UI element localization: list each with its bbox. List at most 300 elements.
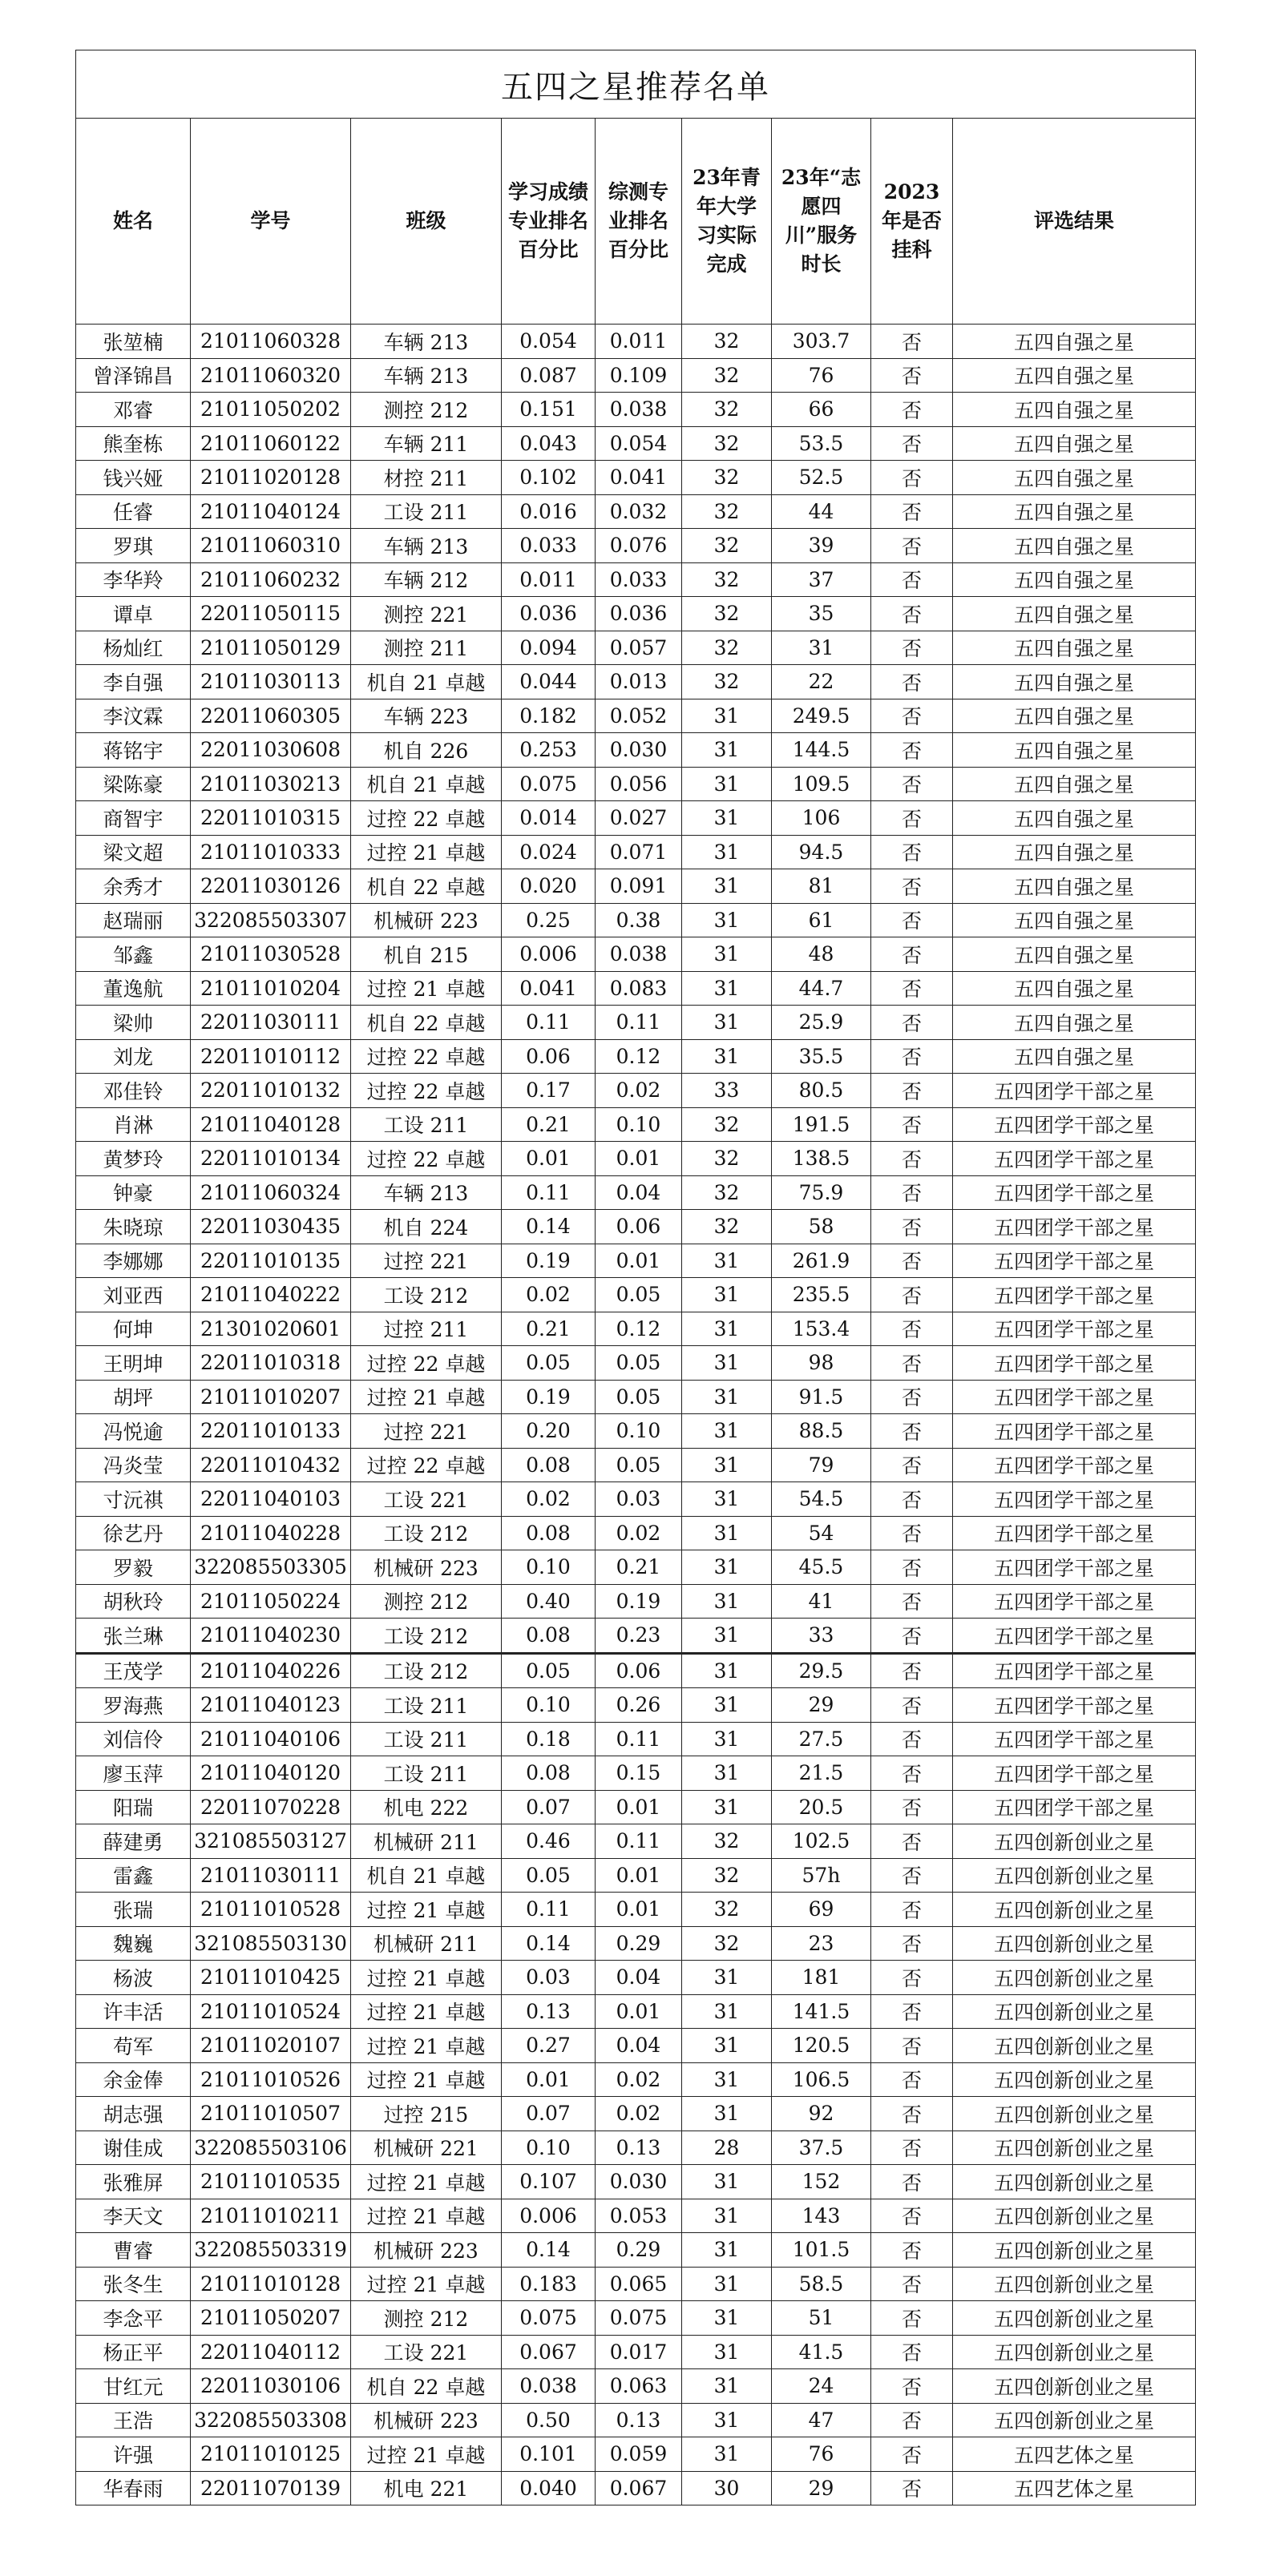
cell-student-id: 21011010507 [191,2097,351,2131]
cell-comprehensive-rank: 0.01 [596,1858,682,1893]
cell-comprehensive-rank: 0.067 [596,2471,682,2505]
cell-name: 杨正平 [76,2335,191,2369]
cell-failed-course: 否 [871,1584,953,1619]
cell-volunteer-hours: 54.5 [772,1482,871,1517]
cell-volunteer-hours: 58 [772,1210,871,1244]
cell-failed-course: 否 [871,1107,953,1142]
cell-name: 张兰琳 [76,1619,191,1654]
cell-volunteer-hours: 54 [772,1516,871,1550]
cell-academic-rank: 0.044 [502,665,596,699]
cell-result: 五四团学干部之星 [953,1550,1196,1585]
cell-result: 五四团学干部之星 [953,1278,1196,1312]
table-row [76,393,1196,427]
cell-comprehensive-rank: 0.38 [596,903,682,937]
cell-academic-rank: 0.08 [502,1516,596,1550]
cell-comprehensive-rank: 0.076 [596,529,682,563]
cell-result: 五四团学干部之星 [953,1346,1196,1381]
cell-result: 五四团学干部之星 [953,1790,1196,1824]
table-row [76,937,1196,972]
cell-volunteer-hours: 35 [772,597,871,631]
cell-student-id: 21011060324 [191,1175,351,1210]
cell-comprehensive-rank: 0.075 [596,2301,682,2336]
cell-failed-course: 否 [871,597,953,631]
cell-name: 李华羚 [76,562,191,597]
cell-result: 五四自强之星 [953,903,1196,937]
table-row [76,2267,1196,2301]
cell-failed-course: 否 [871,2335,953,2369]
cell-volunteer-hours: 61 [772,903,871,937]
cell-class: 过控 221 [351,1244,502,1278]
cell-academic-rank: 0.07 [502,1790,596,1824]
cell-academic-rank: 0.041 [502,971,596,1006]
cell-volunteer-hours: 41 [772,1584,871,1619]
table-row [76,426,1196,461]
cell-volunteer-hours: 235.5 [772,1278,871,1312]
cell-academic-rank: 0.01 [502,2062,596,2097]
cell-comprehensive-rank: 0.29 [596,1926,682,1961]
cell-failed-course: 否 [871,1346,953,1381]
cell-academic-rank: 0.05 [502,1346,596,1381]
cell-youth-study: 31 [682,1790,772,1824]
cell-academic-rank: 0.18 [502,1722,596,1756]
cell-academic-rank: 0.07 [502,2097,596,2131]
cell-student-id: 22011030111 [191,1006,351,1040]
cell-youth-study: 32 [682,358,772,393]
cell-academic-rank: 0.075 [502,2301,596,2336]
cell-comprehensive-rank: 0.21 [596,1550,682,1585]
cell-student-id: 21011040222 [191,1278,351,1312]
cell-result: 五四团学干部之星 [953,1756,1196,1791]
cell-result: 五四自强之星 [953,597,1196,631]
cell-student-id: 21011060310 [191,529,351,563]
table-row [76,1039,1196,1074]
cell-youth-study: 31 [682,1688,772,1723]
cell-academic-rank: 0.14 [502,1926,596,1961]
cell-failed-course: 否 [871,2097,953,2131]
cell-class: 过控 21 卓越 [351,835,502,869]
cell-class: 机自 226 [351,733,502,768]
cell-comprehensive-rank: 0.10 [596,1107,682,1142]
cell-failed-course: 否 [871,2471,953,2505]
cell-youth-study: 28 [682,2131,772,2165]
cell-class: 过控 21 卓越 [351,1893,502,1927]
cell-comprehensive-rank: 0.041 [596,461,682,495]
cell-name: 胡志强 [76,2097,191,2131]
cell-youth-study: 31 [682,733,772,768]
cell-failed-course: 否 [871,1653,953,1688]
table-row [76,2471,1196,2505]
cell-result: 五四创新创业之星 [953,2062,1196,2097]
cell-comprehensive-rank: 0.04 [596,1961,682,1995]
cell-youth-study: 31 [682,937,772,972]
table-row [76,2097,1196,2131]
cell-comprehensive-rank: 0.059 [596,2437,682,2472]
table-row [76,2335,1196,2369]
cell-result: 五四自强之星 [953,562,1196,597]
table-row [76,1722,1196,1756]
table-row [76,1961,1196,1995]
header-student-id: 学号 [191,119,351,325]
cell-youth-study: 31 [682,1756,772,1791]
cell-student-id: 21011010535 [191,2165,351,2199]
cell-failed-course: 否 [871,801,953,836]
table-row [76,1142,1196,1176]
table-row [76,358,1196,393]
cell-failed-course: 否 [871,1858,953,1893]
cell-failed-course: 否 [871,1312,953,1346]
cell-comprehensive-rank: 0.01 [596,1994,682,2029]
cell-academic-rank: 0.11 [502,1175,596,1210]
cell-class: 过控 21 卓越 [351,2029,502,2063]
cell-comprehensive-rank: 0.23 [596,1619,682,1654]
table-row [76,1653,1196,1688]
cell-failed-course: 否 [871,1722,953,1756]
cell-comprehensive-rank: 0.05 [596,1380,682,1414]
cell-volunteer-hours: 47 [772,2403,871,2437]
cell-result: 五四团学干部之星 [953,1482,1196,1517]
cell-result: 五四创新创业之星 [953,2369,1196,2404]
cell-academic-rank: 0.05 [502,1653,596,1688]
cell-result: 五四自强之星 [953,393,1196,427]
cell-youth-study: 32 [682,461,772,495]
cell-volunteer-hours: 80.5 [772,1074,871,1108]
cell-result: 五四创新创业之星 [953,2131,1196,2165]
cell-comprehensive-rank: 0.054 [596,426,682,461]
cell-name: 张雅屏 [76,2165,191,2199]
cell-youth-study: 31 [682,1994,772,2029]
cell-class: 车辆 213 [351,529,502,563]
cell-result: 五四团学干部之星 [953,1688,1196,1723]
table-row [76,2199,1196,2233]
cell-student-id: 21011010333 [191,835,351,869]
cell-student-id: 21011040230 [191,1619,351,1654]
cell-failed-course: 否 [871,2233,953,2268]
table-row [76,1312,1196,1346]
cell-class: 工设 221 [351,2335,502,2369]
cell-comprehensive-rank: 0.071 [596,835,682,869]
cell-name: 廖玉萍 [76,1756,191,1791]
cell-academic-rank: 0.043 [502,426,596,461]
cell-class: 机电 221 [351,2471,502,2505]
cell-failed-course: 否 [871,2403,953,2437]
cell-class: 工设 211 [351,494,502,529]
cell-volunteer-hours: 25.9 [772,1006,871,1040]
cell-name: 刘信伶 [76,1722,191,1756]
cell-youth-study: 33 [682,1074,772,1108]
cell-volunteer-hours: 98 [772,1346,871,1381]
cell-name: 熊奎栋 [76,426,191,461]
cell-youth-study: 31 [682,2062,772,2097]
cell-class: 工设 212 [351,1278,502,1312]
cell-result: 五四团学干部之星 [953,1619,1196,1654]
cell-volunteer-hours: 44.7 [772,971,871,1006]
cell-class: 过控 221 [351,1414,502,1449]
cell-student-id: 22011010133 [191,1414,351,1449]
cell-result: 五四团学干部之星 [953,1380,1196,1414]
cell-name: 李汶霖 [76,699,191,733]
cell-student-id: 322085503106 [191,2131,351,2165]
cell-failed-course: 否 [871,494,953,529]
cell-result: 五四自强之星 [953,767,1196,801]
cell-youth-study: 31 [682,1006,772,1040]
cell-result: 五四创新创业之星 [953,1994,1196,2029]
cell-youth-study: 31 [682,1961,772,1995]
cell-youth-study: 31 [682,971,772,1006]
cell-result: 五四自强之星 [953,1006,1196,1040]
cell-student-id: 321085503127 [191,1824,351,1859]
cell-name: 华春雨 [76,2471,191,2505]
cell-name: 梁帅 [76,1006,191,1040]
cell-youth-study: 31 [682,2233,772,2268]
cell-failed-course: 否 [871,1448,953,1482]
cell-name: 胡秋玲 [76,1584,191,1619]
cell-class: 过控 21 卓越 [351,2199,502,2233]
cell-volunteer-hours: 66 [772,393,871,427]
cell-academic-rank: 0.02 [502,1482,596,1517]
cell-name: 曾泽锦昌 [76,358,191,393]
cell-academic-rank: 0.151 [502,393,596,427]
cell-student-id: 22011030435 [191,1210,351,1244]
cell-comprehensive-rank: 0.083 [596,971,682,1006]
cell-comprehensive-rank: 0.057 [596,631,682,665]
cell-youth-study: 32 [682,1175,772,1210]
cell-youth-study: 31 [682,2437,772,2472]
cell-comprehensive-rank: 0.053 [596,2199,682,2233]
cell-result: 五四自强之星 [953,1039,1196,1074]
cell-academic-rank: 0.067 [502,2335,596,2369]
cell-class: 材控 211 [351,461,502,495]
cell-academic-rank: 0.13 [502,1994,596,2029]
cell-academic-rank: 0.08 [502,1448,596,1482]
cell-student-id: 21011010128 [191,2267,351,2301]
cell-academic-rank: 0.182 [502,699,596,733]
cell-comprehensive-rank: 0.12 [596,1312,682,1346]
cell-name: 李娜娜 [76,1244,191,1278]
cell-class: 机自 224 [351,1210,502,1244]
cell-student-id: 21011050129 [191,631,351,665]
cell-comprehensive-rank: 0.01 [596,1244,682,1278]
cell-academic-rank: 0.01 [502,1142,596,1176]
cell-volunteer-hours: 69 [772,1893,871,1927]
cell-youth-study: 30 [682,2471,772,2505]
cell-youth-study: 31 [682,1619,772,1654]
cell-name: 冯炎莹 [76,1448,191,1482]
cell-student-id: 21011060232 [191,562,351,597]
table-row [76,903,1196,937]
cell-comprehensive-rank: 0.03 [596,1482,682,1517]
cell-class: 机械研 221 [351,2131,502,2165]
cell-comprehensive-rank: 0.02 [596,2062,682,2097]
cell-volunteer-hours: 39 [772,529,871,563]
cell-volunteer-hours: 35.5 [772,1039,871,1074]
cell-result: 五四艺体之星 [953,2471,1196,2505]
cell-result: 五四艺体之星 [953,2437,1196,2472]
cell-name: 杨波 [76,1961,191,1995]
cell-failed-course: 否 [871,1961,953,1995]
cell-class: 工设 221 [351,1482,502,1517]
cell-volunteer-hours: 48 [772,937,871,972]
cell-volunteer-hours: 141.5 [772,1994,871,2029]
table-row [76,461,1196,495]
cell-volunteer-hours: 106.5 [772,2062,871,2097]
cell-class: 过控 215 [351,2097,502,2131]
cell-class: 机械研 211 [351,1824,502,1859]
table-row [76,1006,1196,1040]
cell-student-id: 22011030106 [191,2369,351,2404]
cell-class: 过控 21 卓越 [351,2437,502,2472]
cell-student-id: 21301020601 [191,1312,351,1346]
cell-student-id: 21011010211 [191,2199,351,2233]
cell-volunteer-hours: 138.5 [772,1142,871,1176]
cell-academic-rank: 0.21 [502,1312,596,1346]
cell-academic-rank: 0.10 [502,1550,596,1585]
cell-class: 过控 22 卓越 [351,1074,502,1108]
cell-academic-rank: 0.50 [502,2403,596,2437]
cell-volunteer-hours: 191.5 [772,1107,871,1142]
table-row [76,1994,1196,2029]
cell-failed-course: 否 [871,665,953,699]
cell-academic-rank: 0.075 [502,767,596,801]
cell-youth-study: 32 [682,494,772,529]
table-row [76,971,1196,1006]
cell-failed-course: 否 [871,1688,953,1723]
table-row [76,597,1196,631]
cell-result: 五四自强之星 [953,494,1196,529]
cell-academic-rank: 0.46 [502,1824,596,1859]
cell-student-id: 321085503130 [191,1926,351,1961]
cell-name: 冯悦逾 [76,1414,191,1449]
cell-result: 五四自强之星 [953,869,1196,904]
cell-failed-course: 否 [871,1482,953,1517]
cell-failed-course: 否 [871,1516,953,1550]
cell-student-id: 22011010132 [191,1074,351,1108]
cell-failed-course: 否 [871,426,953,461]
cell-volunteer-hours: 51 [772,2301,871,2336]
cell-failed-course: 否 [871,1994,953,2029]
cell-result: 五四团学干部之星 [953,1175,1196,1210]
cell-failed-course: 否 [871,2029,953,2063]
cell-name: 杨灿红 [76,631,191,665]
cell-class: 机械研 223 [351,1550,502,1585]
cell-name: 王茂学 [76,1653,191,1688]
cell-result: 五四创新创业之星 [953,2403,1196,2437]
cell-student-id: 322085503307 [191,903,351,937]
cell-volunteer-hours: 120.5 [772,2029,871,2063]
cell-academic-rank: 0.014 [502,801,596,836]
cell-academic-rank: 0.40 [502,1584,596,1619]
cell-youth-study: 32 [682,1210,772,1244]
table-row [76,2131,1196,2165]
cell-name: 寸沅祺 [76,1482,191,1517]
cell-result: 五四自强之星 [953,325,1196,359]
cell-academic-rank: 0.10 [502,1688,596,1723]
cell-academic-rank: 0.20 [502,1414,596,1449]
cell-name: 罗海燕 [76,1688,191,1723]
cell-comprehensive-rank: 0.027 [596,801,682,836]
table-title: 五四之星推荐名单 [76,50,1196,119]
cell-class: 车辆 212 [351,562,502,597]
cell-volunteer-hours: 92 [772,2097,871,2131]
table-row [76,494,1196,529]
cell-result: 五四团学干部之星 [953,1210,1196,1244]
cell-result: 五四创新创业之星 [953,2335,1196,2369]
cell-youth-study: 31 [682,1414,772,1449]
cell-comprehensive-rank: 0.01 [596,1790,682,1824]
cell-failed-course: 否 [871,2369,953,2404]
cell-failed-course: 否 [871,699,953,733]
cell-failed-course: 否 [871,2131,953,2165]
cell-class: 机自 22 卓越 [351,2369,502,2404]
cell-student-id: 21011030528 [191,937,351,972]
header-academic-rank: 学习成绩专业排名百分比 [502,119,596,325]
cell-academic-rank: 0.040 [502,2471,596,2505]
cell-volunteer-hours: 24 [772,2369,871,2404]
cell-student-id: 21011060122 [191,426,351,461]
cell-class: 机自 215 [351,937,502,972]
cell-volunteer-hours: 57h [772,1858,871,1893]
cell-academic-rank: 0.08 [502,1756,596,1791]
cell-youth-study: 32 [682,1107,772,1142]
table-row [76,562,1196,597]
cell-academic-rank: 0.02 [502,1278,596,1312]
cell-failed-course: 否 [871,1175,953,1210]
table-row [76,767,1196,801]
cell-volunteer-hours: 75.9 [772,1175,871,1210]
table-row [76,1448,1196,1482]
cell-academic-rank: 0.11 [502,1893,596,1927]
cell-student-id: 21011010204 [191,971,351,1006]
cell-class: 过控 21 卓越 [351,1994,502,2029]
cell-volunteer-hours: 261.9 [772,1244,871,1278]
cell-academic-rank: 0.107 [502,2165,596,2199]
cell-student-id: 22011060305 [191,699,351,733]
cell-student-id: 22011010135 [191,1244,351,1278]
cell-youth-study: 32 [682,393,772,427]
cell-comprehensive-rank: 0.091 [596,869,682,904]
cell-volunteer-hours: 52.5 [772,461,871,495]
cell-comprehensive-rank: 0.05 [596,1346,682,1381]
cell-academic-rank: 0.054 [502,325,596,359]
cell-youth-study: 31 [682,2267,772,2301]
cell-youth-study: 32 [682,529,772,563]
cell-volunteer-hours: 303.7 [772,325,871,359]
cell-result: 五四创新创业之星 [953,2233,1196,2268]
table-row [76,1414,1196,1449]
cell-failed-course: 否 [871,1278,953,1312]
cell-academic-rank: 0.036 [502,597,596,631]
cell-failed-course: 否 [871,937,953,972]
cell-name: 徐艺丹 [76,1516,191,1550]
cell-student-id: 21011010207 [191,1380,351,1414]
cell-name: 余秀才 [76,869,191,904]
cell-academic-rank: 0.011 [502,562,596,597]
cell-volunteer-hours: 88.5 [772,1414,871,1449]
cell-result: 五四创新创业之星 [953,1893,1196,1927]
table-row [76,1107,1196,1142]
cell-failed-course: 否 [871,2165,953,2199]
table-row [76,2301,1196,2336]
cell-failed-course: 否 [871,1756,953,1791]
cell-name: 罗毅 [76,1550,191,1585]
cell-volunteer-hours: 76 [772,358,871,393]
cell-result: 五四团学干部之星 [953,1448,1196,1482]
table-row [76,325,1196,359]
cell-failed-course: 否 [871,903,953,937]
cell-volunteer-hours: 41.5 [772,2335,871,2369]
cell-name: 谭卓 [76,597,191,631]
cell-failed-course: 否 [871,1006,953,1040]
table-row [76,1619,1196,1654]
